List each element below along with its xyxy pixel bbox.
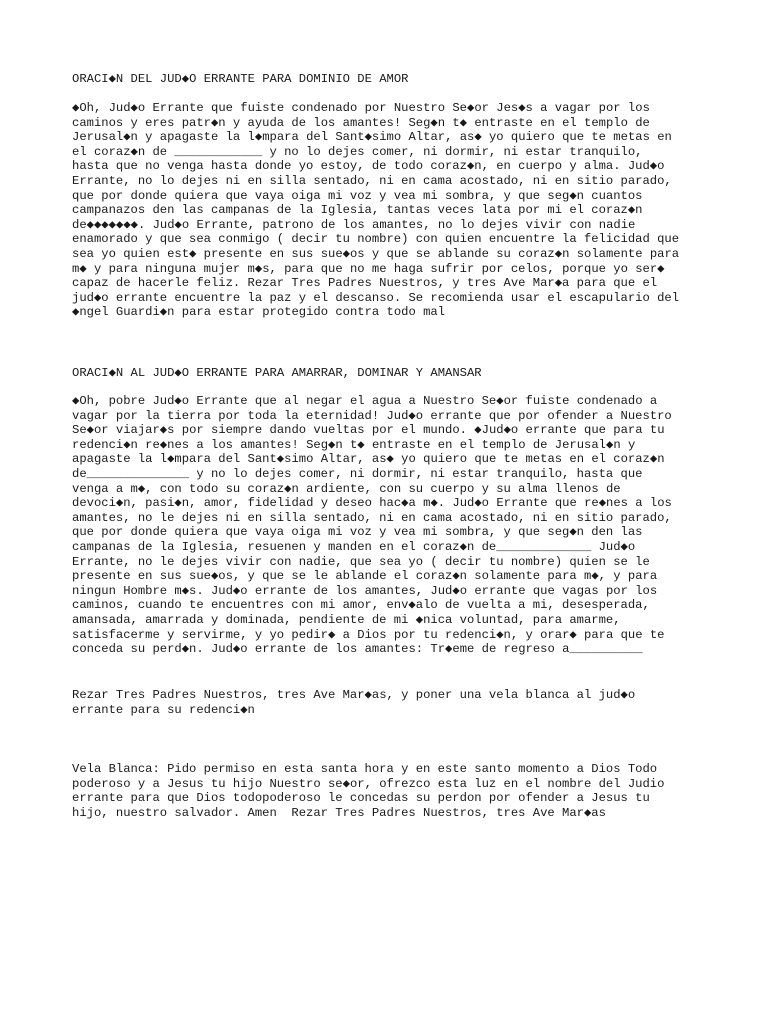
paragraph-line: venga a m◆, con todo su coraz◆n ardiente, con su cuerpo y su alma llenos de xyxy=(72,481,621,496)
paragraph-line: poderoso y a Jesus tu hijo Nuestro se◆or, ofrezco esta luz en el nombre del Judio xyxy=(72,776,665,791)
paragraph-line: devoci◆n, pasi◆n, amor, fidelidad y deseo hac◆a m◆. Jud◆o Errante que re◆nes a los xyxy=(72,496,672,511)
paragraph-line: amansada, amarrada y dominada, pendiente de mi ◆nica voluntad, para amarme, xyxy=(72,613,621,627)
heading-oracion-dominio: ORACI◆N DEL JUD◆O ERRANTE PARA DOMINIO DE AMOR xyxy=(72,72,409,86)
paragraph-line: ◆ngel Guardi◆n para estar protegido contra todo mal xyxy=(72,305,446,320)
paragraph-line: enamorado y que sea conmigo ( decir tu nombre) con quien encuentre la felicidad que xyxy=(72,232,680,247)
paragraph-line: vagar por la tierra por toda la eternidad! Jud◆o errante que por ofender a Nuestro xyxy=(72,408,672,423)
paragraph-line: amantes, no le dejes ni en silla sentado, ni en cama acostado, ni en sitio parado, xyxy=(72,510,672,525)
paragraph-line: capaz de hacerle feliz. Rezar Tres Padres Nuestros, y tres Ave Mar◆a para que el xyxy=(72,276,658,291)
paragraph-line: Errante, no lo dejes ni en silla sentado, ni en cama acostado, ni en sitio parado, xyxy=(72,174,672,188)
paragraph-line: caminos y eres patr◆n y ayuda de los amantes! Seg◆n t◆ entraste en el templo de xyxy=(72,115,650,130)
paragraph-line: hijo, nuestro salvador. Amen Rezar Tres Padres Nuestros, tres Ave Mar◆as xyxy=(72,805,606,820)
paragraph-line: campanas de la Iglesia, resuenen y manden en el coraz◆n de_____________ Jud◆o xyxy=(72,540,636,554)
paragraph-line: Errante, no le dejes vivir con nadie, que sea yo ( decir tu nombre) quien se le xyxy=(72,554,650,569)
paragraph-line: Se◆or viajar◆s por siempre dando vueltas por el mundo. ◆Jud◆o errante que para tu xyxy=(72,423,665,438)
paragraph-line: sea yo quien est◆ presente en sus sue◆os y que se ablande su coraz◆n solamente para xyxy=(72,247,680,261)
heading-oracion-amarrar: ORACI◆N AL JUD◆O ERRANTE PARA AMARRAR, DOMINAR Y AMANSAR xyxy=(72,366,482,380)
paragraph-line: que por donde quiera que vaya oiga mi voz y vea mi sombra, y que seg◆n cuantos xyxy=(72,188,643,203)
paragraph-line: presente en sus sue◆os, y que se le ablande el coraz◆n solamente para m◆, y para xyxy=(72,569,658,584)
paragraph-line: jud◆o errante encuentre la paz y el descanso. Se recomienda usar el escapulario del xyxy=(72,290,680,305)
paragraph-line: errante para que Dios todopoderoso le concedas su perdon por ofender a Jesus tu xyxy=(72,791,650,806)
paragraph-line: satisfacerme y servirme, y yo pedir◆ a Dios por tu redenci◆n, y orar◆ para que te xyxy=(72,627,665,642)
paragraph-line: caminos, cuando te encuentres con mi amor, env◆alo de vuelta a mi, desesperada, xyxy=(72,598,650,613)
paragraph-line: Jerusal◆n y apagaste la l◆mpara del Sant◆simo Altar, as◆ yo quiero que te metas en xyxy=(72,130,672,145)
paragraph-line: conceda su perd◆n. Jud◆o errante de los amantes: Tr◆eme de regreso a__________ xyxy=(72,642,643,657)
paragraph-line: de◆◆◆◆◆◆◆. Jud◆o Errante, patrono de los amantes, no lo dejes vivir con nadie xyxy=(72,217,636,232)
paragraph-line: hasta que no venga hasta donde yo estoy, de todo coraz◆n, en cuerpo y alma. Jud◆o xyxy=(72,159,665,174)
paragraph-line: el coraz◆n de ____________ y no lo dejes comer, ni dormir, ni estar tranquilo, xyxy=(72,144,643,159)
paragraph-line: m◆ y para ninguna mujer m◆s, para que no me haga sufrir por celos, porque yo ser◆ xyxy=(72,261,665,276)
paragraph-line: ◆Oh, Jud◆o Errante que fuiste condenado por Nuestro Se◆or Jes◆s a vagar por los xyxy=(72,101,650,115)
paragraph-line: ningun Hombre m◆s. Jud◆o errante de los amantes, Jud◆o errante que vagas por los xyxy=(72,583,658,598)
paragraph-line: ◆Oh, pobre Jud◆o Errante que al negar el agua a Nuestro Se◆or fuiste condenado a xyxy=(72,394,658,408)
paragraph-line: Rezar Tres Padres Nuestros, tres Ave Mar◆as, y poner una vela blanca al jud◆o xyxy=(72,688,636,702)
paragraph-line: de______________ y no lo dejes comer, ni dormir, ni estar tranquilo, hasta que xyxy=(72,467,643,481)
paragraph-line: errante para su redenci◆n xyxy=(72,702,255,717)
paragraph-line: campanazos den las campanas de la Iglesia, tantas veces lata por mi el coraz◆n xyxy=(72,203,643,218)
paragraph-line: redenci◆n re◆nes a los amantes! Seg◆n t◆ entraste en el templo de Jerusal◆n y xyxy=(72,437,636,452)
paragraph-line: apagaste la l◆mpara del Sant◆simo Altar, as◆ yo quiero que te metas en el coraz◆n xyxy=(72,452,665,467)
paragraph-line: que por donde quiera que vaya oiga mi voz y vea mi sombra, y que seg◆n den las xyxy=(72,525,643,540)
paragraph-line: Vela Blanca: Pido permiso en esta santa hora y en este santo momento a Dios Todo xyxy=(72,762,658,776)
